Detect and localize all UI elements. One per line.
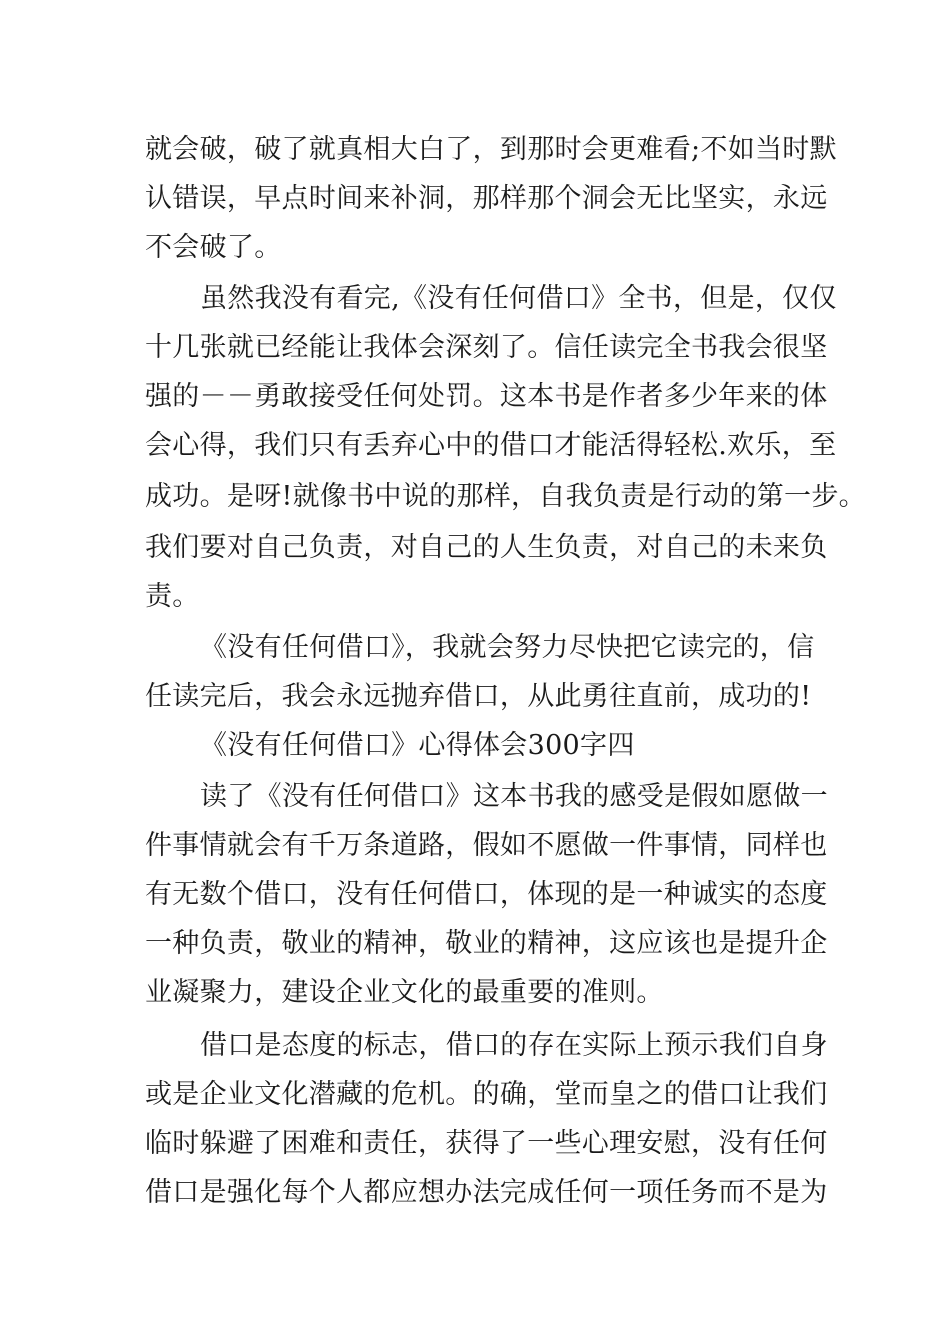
- text-line: 我们要对自己负责，对自己的人生负责，对自己的未来负: [145, 532, 828, 563]
- text-line: 十几张就已经能让我体会深刻了。信任读完全书我会很坚: [145, 332, 828, 363]
- text-line: 强的－－勇敢接受任何处罚。这本书是作者多少年来的体: [145, 381, 828, 412]
- section-heading: 《没有任何借口》心得体会300字四: [200, 730, 635, 761]
- paragraph-first-line: 《没有任何借口》，我就会努力尽快把它读完的，信: [200, 632, 815, 663]
- paragraph-first-line: 读了《没有任何借口》这本书我的感受是假如愿做一: [200, 781, 828, 812]
- paragraph-first-line: 借口是态度的标志，借口的存在实际上预示我们自身: [200, 1030, 828, 1061]
- text-line: 会心得，我们只有丢弃心中的借口才能活得轻松.欢乐，至: [145, 430, 837, 461]
- text-line: 任读完后，我会永远抛弃借口，从此勇往直前，成功的!: [145, 681, 812, 712]
- text-line: 不会破了。: [145, 232, 282, 263]
- text-line: 或是企业文化潜藏的危机。的确，堂而皇之的借口让我们: [145, 1079, 828, 1110]
- text-line: 成功。是呀!就像书中说的那样，自我负责是行动的第一步。: [145, 481, 866, 512]
- text-line: 临时躲避了困难和责任，获得了一些心理安慰，没有任何: [145, 1128, 828, 1159]
- text-line: 认错误，早点时间来补洞，那样那个洞会无比坚实，永远: [145, 183, 828, 214]
- text-line: 有无数个借口，没有任何借口，体现的是一种诚实的态度: [145, 879, 828, 910]
- paragraph-first-line: 虽然我没有看完,《没有任何借口》全书，但是，仅仅: [200, 283, 837, 314]
- text-line: 件事情就会有千万条道路，假如不愿做一件事情，同样也: [145, 830, 828, 861]
- text-line: 业凝聚力，建设企业文化的最重要的准则。: [145, 977, 664, 1008]
- text-line: 一种负责，敬业的精神，敬业的精神，这应该也是提升企: [145, 928, 828, 959]
- text-line: 就会破，破了就真相大白了，到那时会更难看;不如当时默: [145, 134, 837, 165]
- text-line: 责。: [145, 581, 200, 612]
- text-line: 借口是强化每个人都应想办法完成任何一项任务而不是为: [145, 1177, 828, 1208]
